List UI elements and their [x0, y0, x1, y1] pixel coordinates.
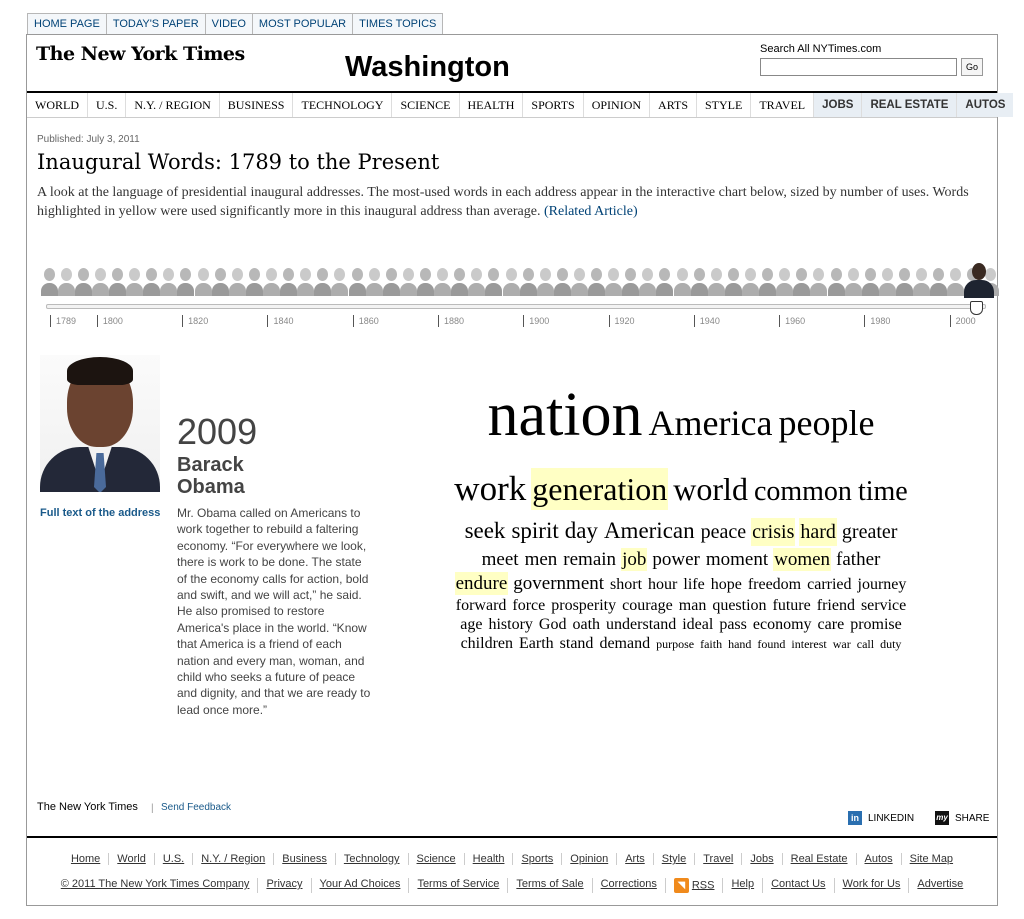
- president-portrait-thumb[interactable]: [40, 266, 57, 296]
- word-war[interactable]: war: [832, 637, 851, 651]
- word-understand[interactable]: understand: [606, 616, 677, 633]
- nav-item-health[interactable]: HEALTH: [460, 93, 524, 117]
- footer-link-2011-the-new-york-times-company[interactable]: [53, 878, 258, 893]
- president-portrait-thumb[interactable]: [827, 266, 844, 296]
- word-force[interactable]: force: [512, 597, 546, 614]
- word-care[interactable]: care: [817, 616, 845, 633]
- president-portrait-thumb[interactable]: [588, 266, 605, 296]
- word-cloud-line: [412, 548, 950, 572]
- president-portrait-thumb[interactable]: [553, 266, 570, 296]
- nav-item-travel[interactable]: TRAVEL: [751, 93, 814, 117]
- president-portrait-thumb[interactable]: [245, 266, 262, 296]
- president-portrait-thumb[interactable]: [382, 266, 399, 296]
- word-work[interactable]: work: [454, 469, 527, 508]
- word-women[interactable]: women: [774, 549, 831, 570]
- footer-link-privacy[interactable]: [257, 878, 310, 893]
- photo-hair: [67, 357, 133, 385]
- word-economy[interactable]: economy: [752, 616, 812, 633]
- president-portrait-thumb[interactable]: [673, 266, 690, 296]
- president-portrait-thumb[interactable]: [57, 266, 74, 296]
- footer-link-label: Help: [731, 878, 755, 890]
- word-cloud-line: [412, 468, 950, 517]
- word-question[interactable]: question: [712, 597, 767, 614]
- search-go-button[interactable]: Go: [961, 58, 983, 76]
- president-portrait-strip[interactable]: [40, 262, 998, 296]
- word-spirit[interactable]: spirit: [511, 518, 559, 543]
- word-purpose[interactable]: purpose: [656, 637, 695, 651]
- word-age[interactable]: age: [460, 616, 483, 633]
- president-portrait-thumb[interactable]: [810, 266, 827, 296]
- timeline-tick: 1789: [50, 315, 76, 327]
- president-portrait-thumb[interactable]: [74, 266, 91, 296]
- president-portrait-thumb[interactable]: [143, 266, 160, 296]
- president-portrait-thumb[interactable]: [861, 266, 878, 296]
- footer-link-label: Work for Us: [842, 878, 901, 890]
- footer-link-opinion[interactable]: Opinion: [561, 853, 616, 865]
- word-found[interactable]: found: [757, 637, 786, 651]
- president-last-name: Obama: [177, 476, 245, 498]
- word-short[interactable]: short: [610, 576, 643, 593]
- nav-item-n-y-region[interactable]: N.Y. / REGION: [126, 93, 219, 117]
- president-portrait-thumb[interactable]: [365, 266, 382, 296]
- linkedin-icon: in: [848, 811, 862, 825]
- footer-link-rss[interactable]: [665, 878, 723, 893]
- nyt-logo[interactable]: The New York Times: [36, 43, 245, 65]
- word-crisis[interactable]: crisis: [751, 518, 795, 546]
- word-peace[interactable]: peace: [700, 521, 747, 543]
- timeline-tick: 1860: [353, 315, 379, 327]
- president-portrait-thumb[interactable]: [91, 266, 108, 296]
- timeline-slider-track[interactable]: [46, 304, 986, 309]
- word-nation[interactable]: nation: [487, 381, 643, 449]
- president-portrait-thumb[interactable]: [707, 266, 724, 296]
- footer-link-contact-us[interactable]: [762, 878, 833, 893]
- president-portrait-thumb[interactable]: [605, 266, 622, 296]
- word-hope[interactable]: hope: [710, 576, 742, 593]
- president-portrait-thumb[interactable]: [759, 266, 776, 296]
- timeline-tick: 1980: [864, 315, 890, 327]
- footer-link-site-map[interactable]: Site Map: [901, 853, 961, 865]
- footer-separator: |: [151, 803, 154, 814]
- word-day[interactable]: day: [564, 518, 598, 543]
- footer-link-jobs[interactable]: Jobs: [741, 853, 781, 865]
- footer-link-help[interactable]: [722, 878, 762, 893]
- word-job[interactable]: job: [622, 549, 647, 570]
- word-people[interactable]: people: [778, 403, 875, 443]
- president-portrait-thumb[interactable]: [194, 266, 211, 296]
- word-faith[interactable]: faith: [700, 637, 723, 651]
- timeline-tick: 1940: [694, 315, 720, 327]
- president-portrait-thumb[interactable]: [399, 266, 416, 296]
- word-father[interactable]: father: [836, 549, 881, 570]
- president-name: [177, 454, 245, 498]
- president-portrait-thumb[interactable]: [434, 266, 451, 296]
- section-nav: [27, 91, 1006, 118]
- word-cloud-line: [412, 517, 950, 548]
- word-meet[interactable]: meet: [481, 549, 519, 570]
- footer-link-label: Contact Us: [771, 878, 826, 890]
- article-summary: [37, 183, 992, 221]
- president-portrait-thumb[interactable]: [913, 266, 930, 296]
- linkedin-label: LINKEDIN: [868, 812, 915, 824]
- word-oath[interactable]: oath: [572, 616, 601, 633]
- selected-president-thumbnail[interactable]: [962, 261, 996, 298]
- thumbnail-head: [972, 263, 986, 280]
- word-god[interactable]: God: [538, 616, 567, 633]
- president-portrait-thumb[interactable]: [536, 266, 553, 296]
- timeline-tick: 1800: [97, 315, 123, 327]
- word-stand[interactable]: stand: [559, 635, 594, 652]
- footer-link-label: RSS: [691, 879, 715, 892]
- word-prosperity[interactable]: prosperity: [551, 597, 617, 614]
- president-portrait-thumb[interactable]: [793, 266, 810, 296]
- word-friend[interactable]: friend: [816, 597, 855, 614]
- linkedin-share-button[interactable]: [848, 811, 914, 825]
- president-portrait-thumb[interactable]: [314, 266, 331, 296]
- word-children[interactable]: children: [460, 635, 513, 652]
- footer-link-label: Terms of Service: [417, 878, 500, 890]
- word-ideal[interactable]: ideal: [682, 616, 714, 633]
- president-portrait-thumb[interactable]: [485, 266, 502, 296]
- related-article-link[interactable]: (Related Article): [543, 204, 638, 219]
- word-promise[interactable]: promise: [850, 616, 902, 633]
- top-tabs: [27, 13, 443, 35]
- word-history[interactable]: history: [488, 616, 533, 633]
- footer-link-label: Privacy: [266, 878, 303, 890]
- footer-link-label: Your Ad Choices: [319, 878, 401, 890]
- president-portrait-thumb[interactable]: [416, 266, 433, 296]
- timeline-tick: 1820: [182, 315, 208, 327]
- footer-link-arts[interactable]: Arts: [616, 853, 653, 865]
- word-demand[interactable]: demand: [599, 635, 651, 652]
- word-cloud-line: [412, 634, 950, 654]
- timeline-tick: 1920: [609, 315, 635, 327]
- word-endure[interactable]: endure: [455, 573, 508, 594]
- president-portrait-thumb[interactable]: [348, 266, 365, 296]
- president-portrait-thumb[interactable]: [280, 266, 297, 296]
- footer-link-advertise[interactable]: [908, 878, 971, 893]
- rss-icon: ◥: [674, 878, 689, 893]
- word-journey[interactable]: journey: [857, 576, 907, 593]
- president-photo: [40, 355, 160, 492]
- top-tab-home-page[interactable]: HOME PAGE: [27, 13, 106, 35]
- word-america[interactable]: America: [648, 403, 773, 443]
- footer-link-label: Advertise: [917, 878, 964, 890]
- timeline-tick: 1960: [779, 315, 805, 327]
- nav-item-real-estate[interactable]: REAL ESTATE: [862, 93, 957, 117]
- president-portrait-thumb[interactable]: [724, 266, 741, 296]
- nav-item-jobs[interactable]: JOBS: [814, 93, 862, 117]
- footer-link-science[interactable]: Science: [408, 853, 464, 865]
- president-first-name: Barack: [177, 454, 244, 476]
- word-moment[interactable]: moment: [705, 549, 769, 570]
- president-portrait-thumb[interactable]: [776, 266, 793, 296]
- footer-link-label: Terms of Sale: [516, 878, 584, 890]
- footer-rule: [27, 836, 997, 838]
- president-portrait-thumb[interactable]: [622, 266, 639, 296]
- thumbnail-body: [964, 280, 994, 298]
- summary-text: A look at the language of presidential inaugural addresses. The most-used words in each address appear in the interactive chart below, sized by number of uses. Words highlighted in yellow were used significantly more in this inaugural address than average.: [37, 185, 969, 219]
- president-portrait-thumb[interactable]: [297, 266, 314, 296]
- nav-item-science[interactable]: SCIENCE: [392, 93, 459, 117]
- search-input[interactable]: [760, 58, 957, 76]
- page-title: Inaugural Words: 1789 to the Present: [37, 150, 440, 174]
- share-label: SHARE: [955, 812, 990, 824]
- word-courage[interactable]: courage: [622, 597, 673, 614]
- word-cloud-line: [412, 615, 950, 634]
- full-text-link[interactable]: Full text of the address: [40, 507, 161, 519]
- footer-link-n-y-region[interactable]: N.Y. / Region: [192, 853, 273, 865]
- nav-item-business[interactable]: BUSINESS: [220, 93, 294, 117]
- nav-item-arts[interactable]: ARTS: [650, 93, 697, 117]
- section-title: Washington: [345, 51, 510, 83]
- nav-item-autos[interactable]: AUTOS: [957, 93, 1013, 117]
- footer-credit: The New York Times: [37, 801, 138, 813]
- footer-link-home[interactable]: Home: [70, 853, 101, 865]
- footer-link-corrections[interactable]: [592, 878, 665, 893]
- myspace-icon: my: [935, 811, 949, 825]
- footer-link-sports[interactable]: Sports: [512, 853, 561, 865]
- president-portrait-thumb[interactable]: [895, 266, 912, 296]
- nav-item-world[interactable]: WORLD: [27, 93, 88, 117]
- word-remain[interactable]: remain: [563, 549, 617, 570]
- footer-link-world[interactable]: World: [108, 853, 154, 865]
- word-cloud-line: [412, 596, 950, 615]
- footer-link-autos[interactable]: Autos: [856, 853, 901, 865]
- footer-link-real-estate[interactable]: Real Estate: [782, 853, 856, 865]
- nav-item-sports[interactable]: SPORTS: [523, 93, 583, 117]
- word-carried[interactable]: carried: [807, 576, 852, 593]
- president-portrait-thumb[interactable]: [570, 266, 587, 296]
- word-forward[interactable]: forward: [455, 597, 507, 614]
- nav-item-u-s[interactable]: U.S.: [88, 93, 126, 117]
- word-life[interactable]: life: [683, 576, 705, 593]
- word-cloud-line: [412, 378, 950, 468]
- footer-link-label: © 2011 The New York Times Company: [60, 878, 250, 890]
- president-portrait-thumb[interactable]: [656, 266, 673, 296]
- word-earth[interactable]: Earth: [519, 635, 554, 652]
- word-service[interactable]: service: [860, 597, 907, 614]
- footer-link-health[interactable]: Health: [464, 853, 513, 865]
- footer-link-your-ad-choices[interactable]: [311, 878, 409, 893]
- top-tab-today-s-paper[interactable]: TODAY'S PAPER: [106, 13, 205, 35]
- president-year: 2009: [177, 411, 258, 452]
- president-portrait-thumb[interactable]: [331, 266, 348, 296]
- president-portrait-thumb[interactable]: [228, 266, 245, 296]
- nav-item-technology[interactable]: TECHNOLOGY: [293, 93, 392, 117]
- footer-link-u-s[interactable]: U.S.: [154, 853, 192, 865]
- word-government[interactable]: government: [513, 573, 605, 594]
- timeline-tick: 1840: [267, 315, 293, 327]
- president-portrait-thumb[interactable]: [502, 266, 519, 296]
- word-time[interactable]: time: [857, 476, 908, 507]
- timeline-tick: 1880: [438, 315, 464, 327]
- footer-link-label: Corrections: [600, 878, 657, 890]
- word-hour[interactable]: hour: [648, 576, 678, 593]
- footer-link-terms-of-sale[interactable]: [507, 878, 591, 893]
- word-future[interactable]: future: [772, 597, 811, 614]
- footer-legal-row: [27, 878, 997, 893]
- president-portrait-thumb[interactable]: [160, 266, 177, 296]
- word-men[interactable]: men: [524, 549, 558, 570]
- top-tab-times-topics[interactable]: TIMES TOPICS: [352, 13, 443, 35]
- footer-link-style[interactable]: Style: [653, 853, 694, 865]
- word-common[interactable]: common: [753, 476, 852, 507]
- word-call[interactable]: call: [856, 637, 875, 651]
- footer-link-business[interactable]: Business: [273, 853, 335, 865]
- share-button[interactable]: [935, 811, 989, 825]
- word-generation[interactable]: generation: [531, 468, 668, 510]
- word-cloud: [412, 378, 950, 654]
- footer-link-technology[interactable]: Technology: [335, 853, 408, 865]
- president-portrait-thumb[interactable]: [177, 266, 194, 296]
- word-freedom[interactable]: freedom: [747, 576, 802, 593]
- published-date: Published: July 3, 2011: [37, 134, 140, 145]
- word-duty[interactable]: duty: [880, 637, 902, 651]
- timeline-year-ticks: [40, 313, 1000, 329]
- search-label: Search All NYTimes.com: [760, 43, 882, 55]
- word-man[interactable]: man: [678, 597, 707, 614]
- president-portrait-thumb[interactable]: [741, 266, 758, 296]
- president-portrait-thumb[interactable]: [468, 266, 485, 296]
- word-power[interactable]: power: [652, 549, 700, 570]
- president-portrait-thumb[interactable]: [878, 266, 895, 296]
- footer-link-terms-of-service[interactable]: [408, 878, 507, 893]
- president-portrait-thumb[interactable]: [690, 266, 707, 296]
- top-tab-video[interactable]: VIDEO: [205, 13, 252, 35]
- nav-item-opinion[interactable]: OPINION: [584, 93, 650, 117]
- president-portrait-thumb[interactable]: [519, 266, 536, 296]
- president-portrait-thumb[interactable]: [108, 266, 125, 296]
- footer-link-travel[interactable]: Travel: [694, 853, 741, 865]
- president-portrait-thumb[interactable]: [844, 266, 861, 296]
- president-portrait-thumb[interactable]: [639, 266, 656, 296]
- top-tab-most-popular[interactable]: MOST POPULAR: [252, 13, 352, 35]
- footer-link-work-for-us[interactable]: [834, 878, 909, 893]
- president-quote: Mr. Obama called on Americans to work together to rebuild a faltering economy. “For everywhere we look, there is work to be done. The state of the economy calls for action, bold and swift, and we will act,” he said. He also promised to restore America's place in the world. “Know that America is a friend of each nation and every man, woman, and child who seeks a future of peace and dignity, and that we are ready to lead once more.”: [177, 506, 371, 717]
- word-american[interactable]: American: [603, 518, 695, 543]
- nav-item-style[interactable]: STYLE: [697, 93, 751, 117]
- word-pass[interactable]: pass: [719, 616, 747, 633]
- word-interest[interactable]: interest: [791, 637, 827, 651]
- send-feedback-link[interactable]: Send Feedback: [161, 802, 232, 813]
- president-portrait-thumb[interactable]: [451, 266, 468, 296]
- timeline-tick: 1900: [523, 315, 549, 327]
- footer-nav-row: [27, 853, 997, 865]
- president-portrait-thumb[interactable]: [262, 266, 279, 296]
- word-greater[interactable]: greater: [841, 521, 898, 543]
- timeline-tick: 2000: [950, 315, 976, 327]
- word-cloud-line: [412, 572, 950, 596]
- word-seek[interactable]: seek: [464, 518, 506, 543]
- president-portrait-thumb[interactable]: [126, 266, 143, 296]
- word-world[interactable]: world: [673, 471, 748, 507]
- president-portrait-thumb[interactable]: [930, 266, 947, 296]
- president-portrait-thumb[interactable]: [211, 266, 228, 296]
- word-hand[interactable]: hand: [728, 637, 752, 651]
- word-hard[interactable]: hard: [799, 518, 837, 546]
